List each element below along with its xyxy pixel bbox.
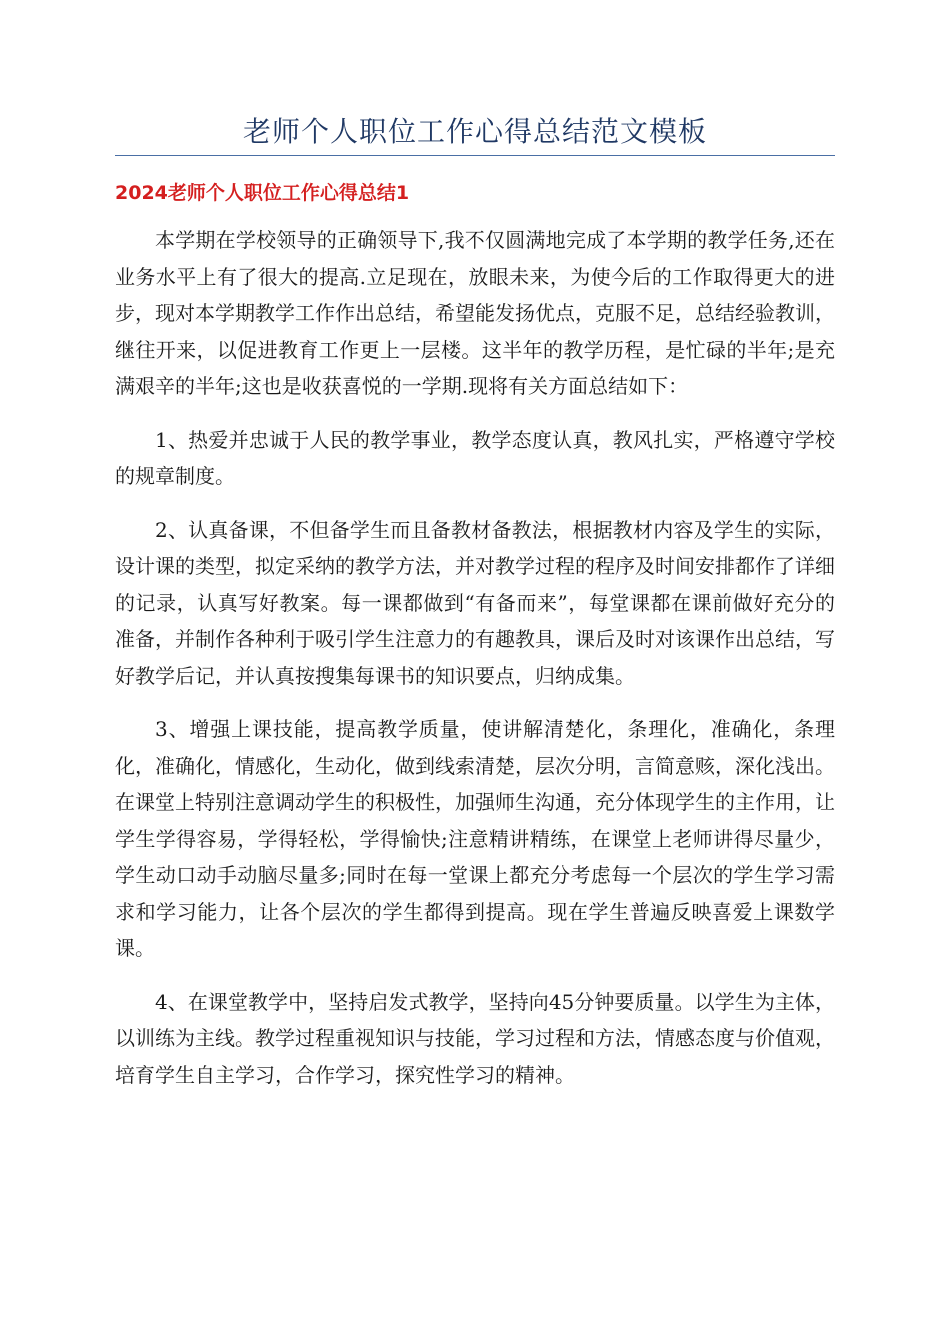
title-underline [115,155,835,156]
paragraph-item-1: 1、热爱并忠诚于人民的教学事业，教学态度认真，教风扎实，严格遵守学校的规章制度。 [115,427,835,488]
paragraph-item-4: 4、在课堂教学中，坚持启发式教学，坚持向45分钟要质量。以学生为主体，以训练为主线。教学过程重视知识与技能，学习过程和方法，情感态度与价值观，培育学生自主学习，合作学习，探究性学习的精神。 [115,989,835,1087]
document-title: 老师个人职位工作心得总结范文模板 [242,115,707,148]
section-heading: 2024老师个人职位工作心得总结1 [115,182,410,204]
body-text [115,222,835,1110]
paragraph-item-3: 3、增强上课技能，提高教学质量，使讲解清楚化，条理化，准确化，条理化，准确化，情感化，生动化，做到线索清楚，层次分明，言简意赅，深化浅出。在课堂上特别注意调动学生的积极性，加强师生沟通，充分体现学生的主作用，让学生学得容易，学得轻松，学得愉快;注意精讲精练，在课堂上老师讲得尽量少，学生动口动手动脑尽量多;同时在每一堂课上都充分考虑每一个层次的学生学习需求和学习能力，让各个层次的学生都得到提高。现在学生普遍反映喜爱上课数学课。 [115,717,835,960]
paragraph-item-2: 2、认真备课，不但备学生而且备教材备教法，根据教材内容及学生的实际，设计课的类型，拟定采纳的教学方法，并对教学过程的程序及时间安排都作了详细的记录，认真写好教案。每一课都做到“有备而来”，每堂课都在课前做好充分的准备，并制作各种利于吸引学生注意力的有趣教具，课后及时对该课作出总结，写好教学后记，并认真按搜集每课书的知识要点，归纳成集。 [115,517,835,688]
paragraph-intro: 本学期在学校领导的正确领导下,我不仅圆满地完成了本学期的教学任务,还在业务水平上有了很大的提高.立足现在，放眼未来，为使今后的工作取得更大的进步，现对本学期教学工作作出总结，希望能发扬优点，克服不足，总结经验教训，继往开来，以促进教育工作更上一层楼。这半年的教学历程，是忙碌的半年;是充满艰辛的半年;这也是收获喜悦的一学期.现将有关方面总结如下： [115,228,835,398]
